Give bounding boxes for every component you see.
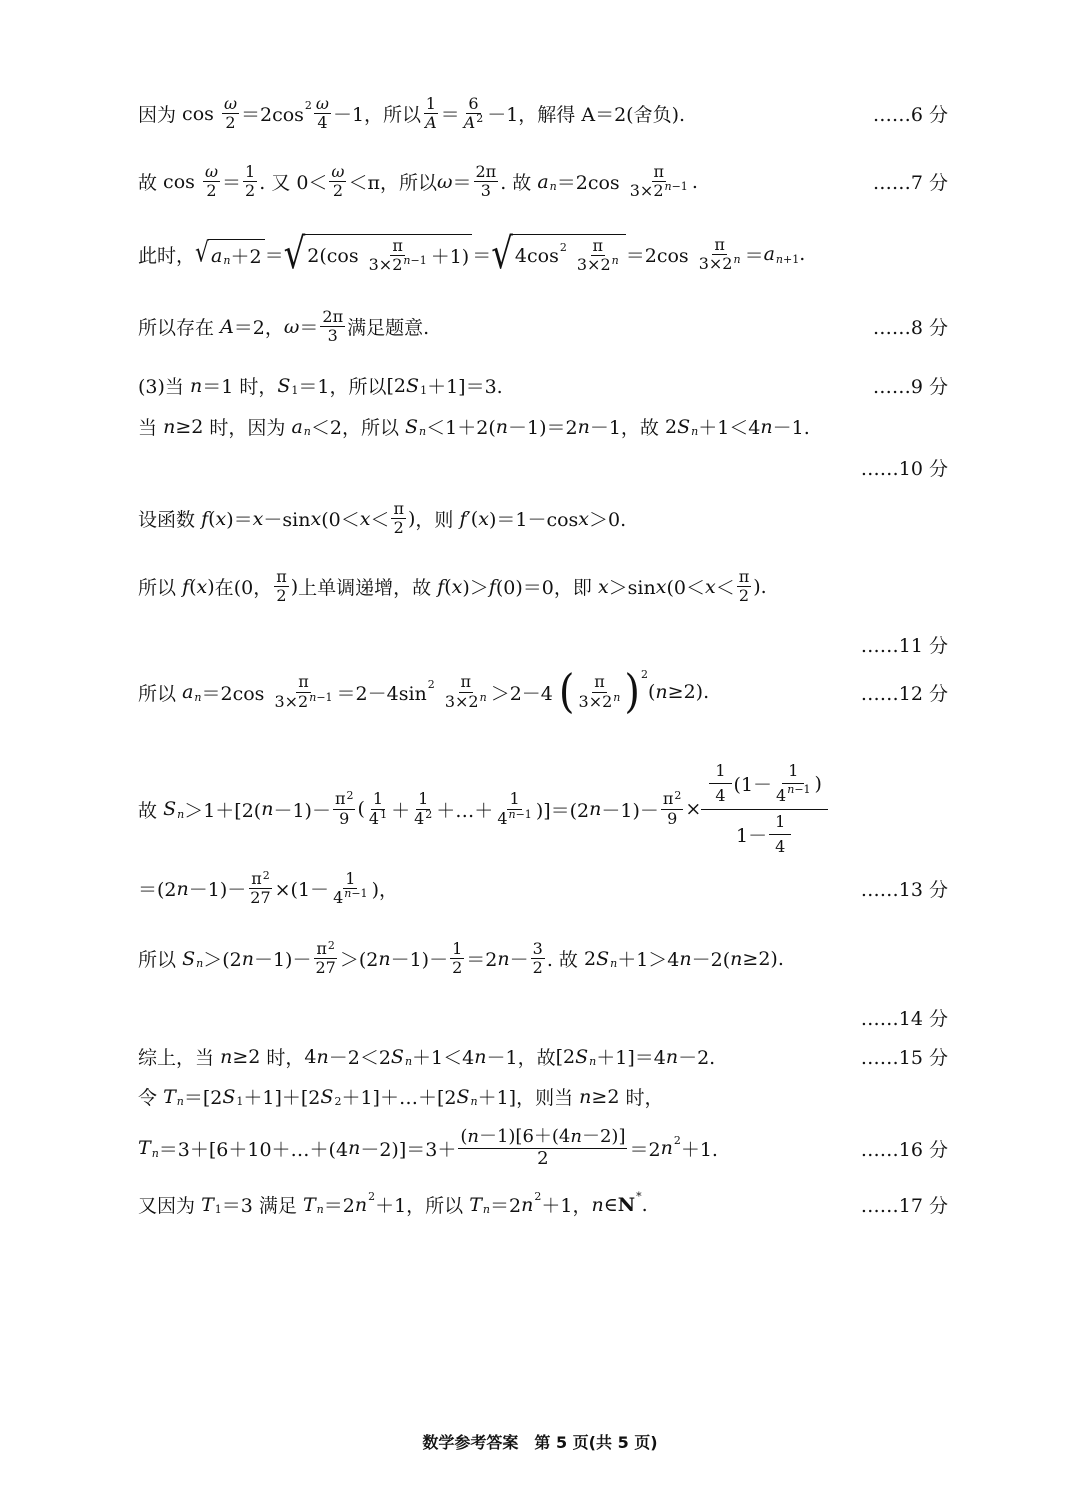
text: 在 bbox=[214, 577, 234, 600]
equation: 设函数 f ( x )＝ x －sin x (0＜ x ＜ π 2 ) ，则 f ′( x )＝1－cos x ＞0. bbox=[138, 499, 627, 538]
score-label: ……14 分 bbox=[860, 1008, 948, 1030]
text: ，解得 bbox=[518, 104, 576, 127]
equation: T n ＝3＋[6＋10＋…＋(4 n －2)]＝3＋ (n－1)[6＋(4n－2)] 2 ＝2 n 2 ＋1. bbox=[138, 1126, 718, 1169]
text: 满足题意. bbox=[347, 317, 430, 340]
equation: 故 cos ω 2 ＝ 1 2 . 又 0＜ ω 2 ＜π ，所以 ω ＝ 2π 3 . 故 a n ＝2cos π $3\times 2^{n-1}$ . bbox=[138, 162, 698, 201]
equation: 令 T n ＝[2 S 1 ＋1]＋[2 S 2 ＋1]＋…＋[2 S n ＋1] ，则当 n ≥2 时， bbox=[138, 1083, 663, 1110]
equation: ＝(2 n －1)－ $\frac{\pi^2}{27}$ ×(1－ 1 $4^{n-1}$ )， bbox=[138, 869, 398, 908]
text: ，则当 bbox=[516, 1087, 574, 1109]
score-label: ……12 分 bbox=[860, 682, 948, 705]
line-sn-sum bbox=[138, 762, 948, 857]
score-label: ……6 分 bbox=[872, 104, 948, 127]
score-label: ……17 分 bbox=[860, 1195, 948, 1217]
line-12 bbox=[138, 665, 948, 719]
text: ，所以 bbox=[364, 104, 422, 127]
text: 因为 bbox=[138, 104, 177, 127]
text: 所以 bbox=[138, 682, 177, 705]
line-sqrt bbox=[138, 229, 948, 280]
text: A＝2(舍负). bbox=[581, 104, 686, 127]
text: 所以 bbox=[138, 577, 177, 600]
text: ，所以 bbox=[379, 172, 437, 195]
text: ，所以 bbox=[341, 417, 399, 439]
text: 设函数 bbox=[138, 509, 196, 532]
equation: 因为 cos ω 2 ＝2cos 2 ω 4 －1 ，所以 1 A ＝ 6 $A^2$ －1 ，解得 A＝2(舍负). bbox=[138, 94, 686, 133]
text: 时，因为 bbox=[209, 417, 286, 439]
text: 上单调递增，故 bbox=[298, 577, 432, 600]
line-15 bbox=[138, 1043, 948, 1070]
text: 满足 bbox=[258, 1195, 297, 1217]
score-label: ……7 分 bbox=[872, 172, 948, 195]
equation: 综上，当 n ≥2 时， 4 n －2＜2 S n ＋1＜4 n －1 ，故 [2 S n ＋1]＝4 n －2. bbox=[138, 1043, 715, 1070]
score-label: ……11 分 bbox=[860, 635, 948, 657]
page-footer: 数学参考答案 第 5 页(共 5 页) bbox=[422, 1433, 658, 1452]
line-13 bbox=[138, 870, 948, 908]
equation: 所以 f ( x ) 在 (0， π 2 ) 上单调递增，故 f ( x )＞ f (0)＝0 ，即 x ＞sin x (0＜ x ＜ π 2 ). bbox=[138, 567, 767, 606]
text: 故 bbox=[138, 172, 158, 195]
score-label: ……9 分 bbox=[872, 376, 948, 398]
text: ，所以 bbox=[406, 1195, 464, 1217]
score-label: ……10 分 bbox=[860, 458, 948, 480]
text: 又因为 bbox=[138, 1195, 196, 1217]
line-monotone bbox=[138, 568, 948, 606]
text: (3)当 bbox=[138, 376, 184, 398]
text: ，故 bbox=[620, 417, 659, 439]
line-6 bbox=[138, 95, 948, 133]
line-f-def bbox=[138, 500, 948, 538]
equation: 所以 a n ＝2cos π $3\times 2^{n-1}$ ＝2－4sin 2 π $3\times 2^n$ ＞2－4 ( π $3\times 2^n$ ) 2 ( n ≥2). bbox=[138, 665, 710, 719]
text: 令 bbox=[138, 1087, 158, 1109]
text: 当 bbox=[138, 417, 158, 439]
line-n-ge-2 bbox=[138, 413, 948, 440]
text: 所以 bbox=[138, 949, 177, 972]
line-sn-bound bbox=[138, 940, 948, 978]
line-8 bbox=[138, 308, 948, 346]
text: ，即 bbox=[553, 577, 592, 600]
equation: 所以存在 A ＝2， ω ＝ 2π 3 满足题意. bbox=[138, 307, 430, 346]
text: 故 bbox=[138, 799, 158, 822]
equation: 当 n ≥2 时，因为 a n ＜2 ，所以 S n ＜1＋2( n －1)＝2 n －1 ，故 2 S n ＋1＜4 n －1. bbox=[138, 413, 810, 440]
text: . 又 bbox=[259, 172, 291, 195]
line-17 bbox=[138, 1191, 948, 1218]
text: . 故 bbox=[500, 172, 532, 195]
score-label: ……15 分 bbox=[860, 1047, 948, 1069]
text: 时， bbox=[266, 1047, 305, 1069]
score-label: ……8 分 bbox=[872, 317, 948, 340]
equation: 故 S n ＞1＋[2( n －1)－ $\pi^2$ 9 ( 1 $4^1$ ＋ 1 $4^2$ ＋…＋ 1 $4^{n-1}$ )]＝(2 n －1)－ $\frac{\pi^2}{9}$ × 1 4 (1－ 1 4 n−1 ) 1－ 1 4 bbox=[138, 762, 828, 857]
equation: 又因为 T 1 ＝3 满足 T n ＝2 n 2 ＋1 ，所以 T n ＝2 n 2 ＋1， n ∈N * . bbox=[138, 1190, 648, 1217]
line-16 bbox=[138, 1127, 948, 1169]
text: ，则 bbox=[415, 509, 454, 532]
equation: 所以 S n ＞(2 n －1)－ $\pi^2$ 27 ＞(2 n －1)－ 1 2 ＝2 n － 3 2 . 故 2 S n ＋1＞4 n －2( n ≥2). bbox=[138, 939, 784, 978]
line-7 bbox=[138, 163, 948, 201]
text: ，所以 bbox=[329, 376, 387, 398]
text: 所以存在 bbox=[138, 317, 215, 340]
equation: 此时， √ a n ＋2 ＝ √ 2(cos π $3\times 2^{n-1}$ ＋1) ＝ √ 4cos 2 π $3\times 2^n$ ＝2cos π $3\times 2^n$ ＝ a n+1 . bbox=[138, 229, 806, 280]
text: ，故 bbox=[517, 1047, 556, 1069]
text: 时， bbox=[239, 376, 278, 398]
line-let-t bbox=[138, 1083, 948, 1110]
score-label: ……16 分 bbox=[860, 1138, 948, 1161]
score-label: ……13 分 bbox=[860, 879, 948, 902]
text: 时， bbox=[625, 1087, 664, 1109]
equation: (3)当 n ＝1 时， S 1 ＝1 ，所以 [2 S 1 ＋1]＝3. bbox=[138, 372, 503, 399]
text: 此时， bbox=[138, 244, 196, 267]
line-9 bbox=[138, 372, 948, 399]
text: 综上，当 bbox=[138, 1047, 215, 1069]
text: . 故 bbox=[546, 949, 578, 972]
